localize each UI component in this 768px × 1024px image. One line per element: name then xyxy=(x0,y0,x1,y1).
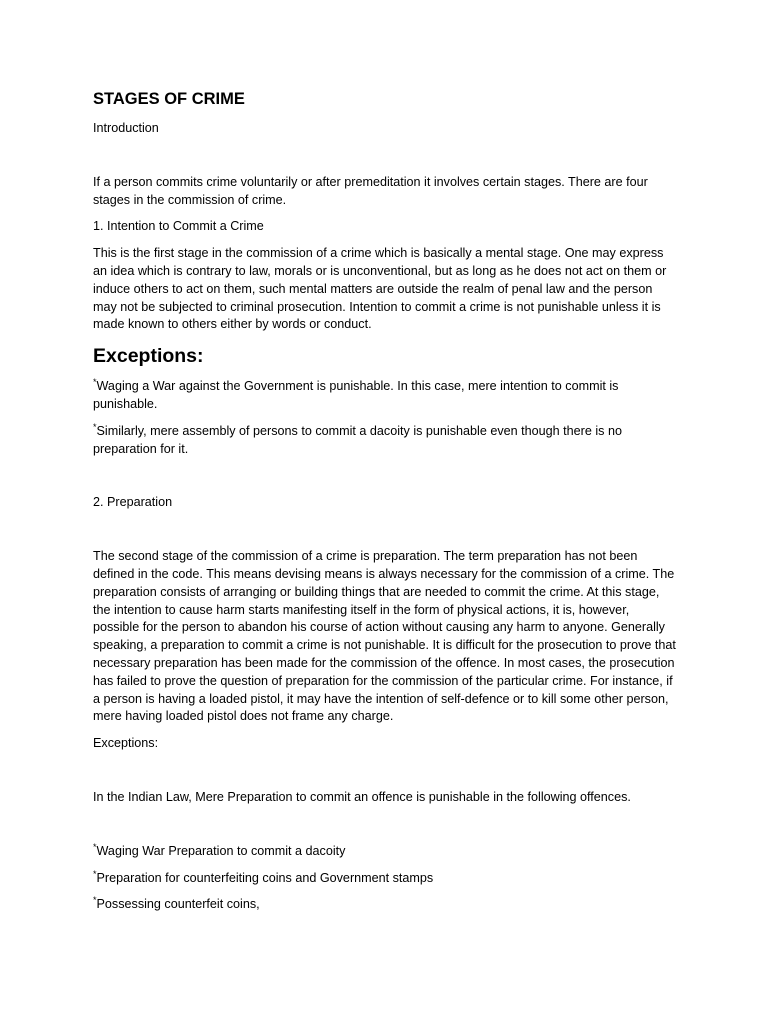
stage1-paragraph: This is the first stage in the commission of a crime which is basically a mental stage. One may express an idea which is contrary to law, morals or is unconventional, but as long as he does not act on them or induce others to act on them, such mental matters are outside the realm of penal law and the person may not be subjected to criminal prosecution. Intention to commit a crime is not punishable unless it is made known to others either by words or conduct. xyxy=(93,246,667,332)
exception-item xyxy=(93,423,676,459)
intro-label: Introduction xyxy=(93,121,159,135)
exceptions-heading: Exceptions: xyxy=(93,345,204,368)
document-title: STAGES OF CRIME xyxy=(93,90,245,108)
offence-item xyxy=(93,870,676,888)
document-body xyxy=(93,88,676,923)
offence-item xyxy=(93,896,676,914)
intro-paragraph: If a person commits crime voluntarily or after premeditation it involves certain stages. There are four stages in the commission of crime. xyxy=(93,174,648,207)
bullet-mark: * xyxy=(93,895,97,906)
stage2-heading: 2. Preparation xyxy=(93,495,173,510)
bullet-mark: * xyxy=(93,841,97,852)
bullet-mark: * xyxy=(93,868,97,879)
offence-item xyxy=(93,843,676,861)
stage2-paragraph: The second stage of the commission of a crime is preparation. The term preparation has not been defined in the code. This means devising means is always necessary for the commission of a crime. The preparation consists of arranging or building things that are needed to commit the crime. At this stage, the intention to cause harm starts manifesting itself in the form of physical actions, it is, however, possible for the person to abandon his course of action without causing any harm to anyone. Generally speaking, a preparation to commit a crime is not punishable. It is difficult for the prosecution to prove that necessary preparation has been made for the commission of the offence. In most cases, the prosecution has failed to prove the question of preparation for the commission of the particular crime. For instance, if a person is having a loaded pistol, it may have the intention of self-defence or to kill some other person, mere having loaded pistol does not frame any charge. xyxy=(93,549,676,724)
exception-item-text: Similarly, mere assembly of persons to commit a dacoity is punishable even though there is no preparation for it. xyxy=(93,423,622,456)
offence-item-text: Preparation for counterfeiting coins and Government stamps xyxy=(96,870,434,885)
indian-law-paragraph: In the Indian Law, Mere Preparation to commit an offence is punishable in the following offences. xyxy=(93,789,631,804)
exceptions2-label: Exceptions: xyxy=(93,736,159,751)
bullet-mark: * xyxy=(93,421,97,432)
bullet-mark: * xyxy=(93,376,97,387)
stage1-heading: 1. Intention to Commit a Crime xyxy=(93,219,264,234)
exception-item-text: Waging a War against the Government is punishable. In this case, mere intention to commit is punishable. xyxy=(93,379,619,411)
offence-item-text: Possessing counterfeit coins, xyxy=(96,897,260,912)
offence-item-text: Waging War Preparation to commit a dacoity xyxy=(96,843,346,858)
exception-item xyxy=(93,378,676,414)
